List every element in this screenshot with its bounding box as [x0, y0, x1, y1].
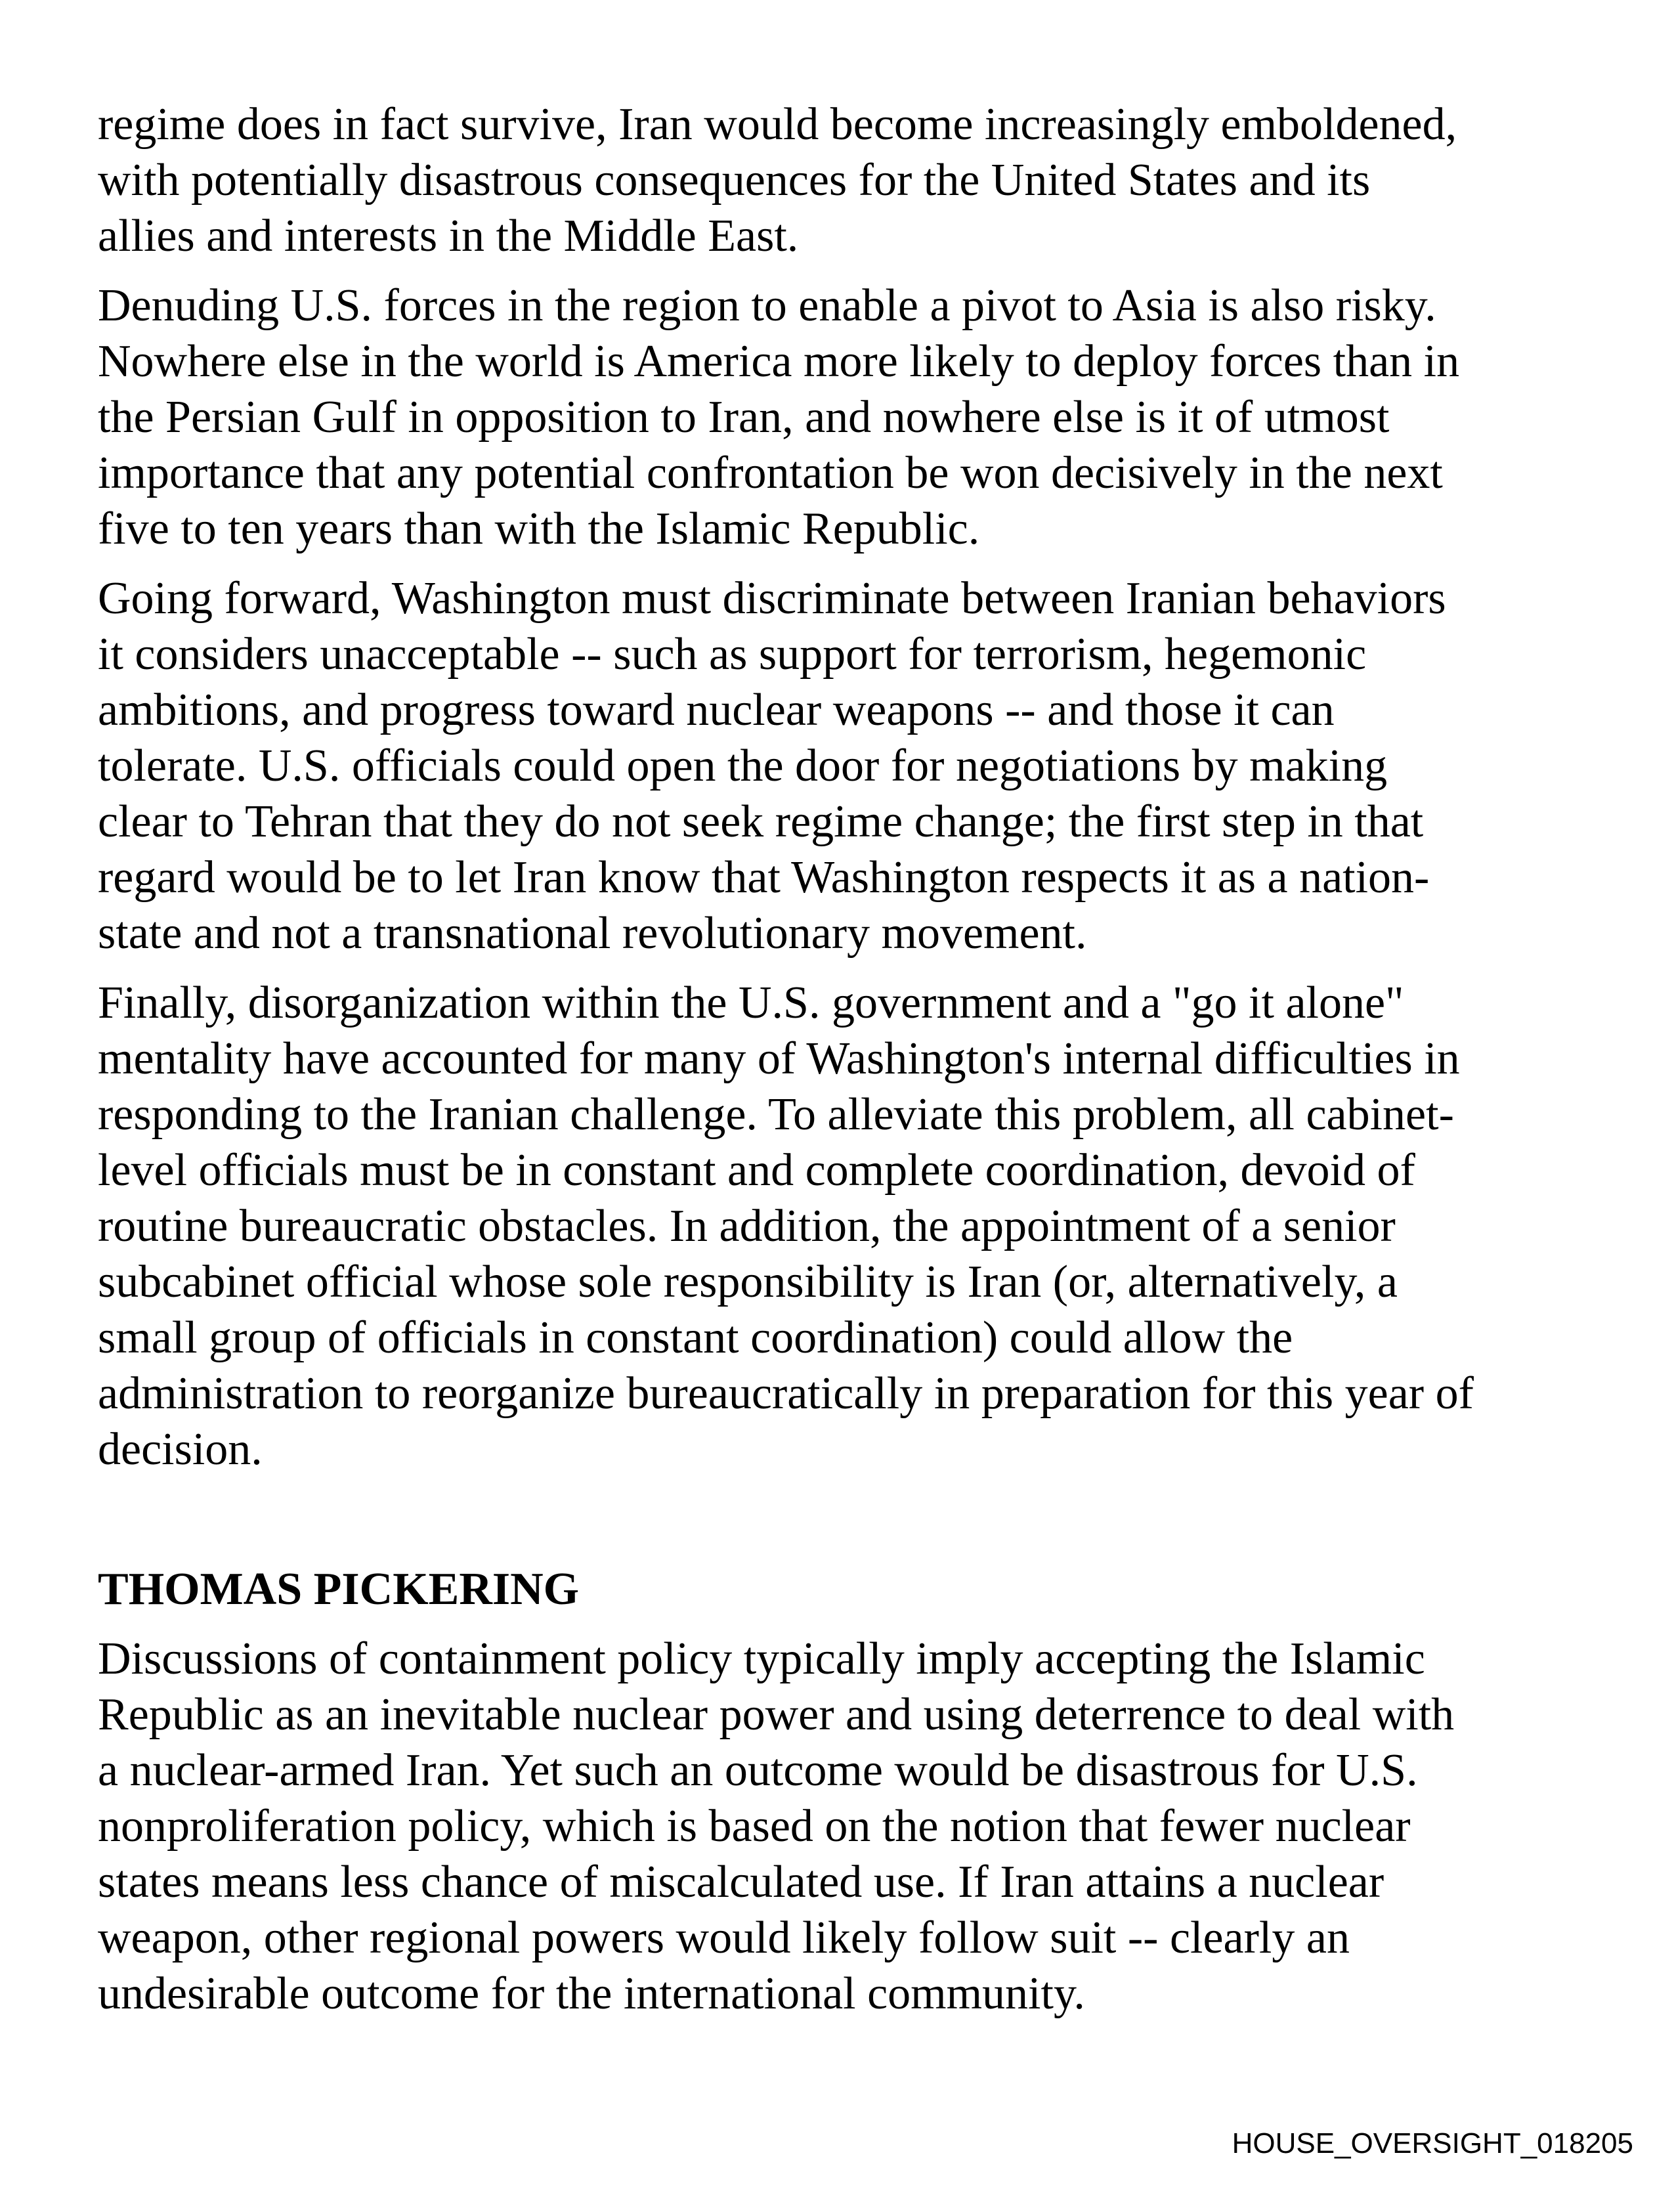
text-line: clear to Tehran that they do not seek regime change; the first step in that: [98, 796, 1424, 847]
text-line: ambitions, and progress toward nuclear weapons -- and those it can: [98, 685, 1335, 735]
text-line: responding to the Iranian challenge. To alleviate this problem, all cabinet-: [98, 1089, 1454, 1140]
section-before: [98, 97, 1608, 1477]
text-line: regard would be to let Iran know that Washington respects it as a nation-: [98, 852, 1430, 903]
text-line: the Persian Gulf in opposition to Iran, and nowhere else is it of utmost: [98, 392, 1390, 443]
text-line: five to ten years than with the Islamic Republic.: [98, 504, 980, 554]
text-line: Republic as an inevitable nuclear power and using deterrence to deal with: [98, 1689, 1455, 1740]
paragraph: [98, 97, 1608, 264]
text-line: weapon, other regional powers would likely follow suit -- clearly an: [98, 1913, 1350, 1963]
text-line: Going forward, Washington must discriminate between Iranian behaviors: [98, 573, 1446, 624]
text-line: allies and interests in the Middle East.: [98, 211, 799, 261]
text-line: undesirable outcome for the international community.: [98, 1968, 1085, 2019]
bates-number: HOUSE_OVERSIGHT_018205: [1232, 2127, 1633, 2159]
text-line: states means less chance of miscalculated use. If Iran attains a nuclear: [98, 1857, 1384, 1907]
text-line: routine bureaucratic obstacles. In addition, the appointment of a senior: [98, 1201, 1396, 1251]
section-after: [98, 1631, 1608, 2022]
text-line: Finally, disorganization within the U.S. government and a "go it alone": [98, 978, 1404, 1028]
paragraph: [98, 1631, 1608, 2022]
text-line: state and not a transnational revolutionary movement.: [98, 908, 1087, 959]
paragraph: [98, 278, 1608, 557]
text-line: regime does in fact survive, Iran would become increasingly emboldened,: [98, 99, 1457, 150]
text-line: with potentially disastrous consequences for the United States and its: [98, 155, 1371, 206]
text-line: administration to reorganize bureaucratically in preparation for this year of: [98, 1368, 1474, 1419]
text-line: a nuclear-armed Iran. Yet such an outcome would be disastrous for U.S.: [98, 1745, 1418, 1796]
text-line: level officials must be in constant and complete coordination, devoid of: [98, 1145, 1415, 1196]
text-line: importance that any potential confrontation be won decisively in the next: [98, 448, 1443, 498]
paragraph: [98, 975, 1608, 1477]
text-line: mentality have accounted for many of Washington's internal difficulties in: [98, 1033, 1460, 1084]
text-line: nonproliferation policy, which is based on the notion that fewer nuclear: [98, 1801, 1411, 1852]
document-body: [98, 97, 1608, 2035]
section-heading: THOMAS PICKERING: [98, 1564, 580, 1615]
text-line: small group of officials in constant coordination) could allow the: [98, 1312, 1293, 1363]
text-line: decision.: [98, 1424, 263, 1475]
text-line: tolerate. U.S. officials could open the door for negotiations by making: [98, 741, 1388, 791]
text-line: Denuding U.S. forces in the region to enable a pivot to Asia is also risky.: [98, 280, 1436, 331]
text-line: it considers unacceptable -- such as support for terrorism, hegemonic: [98, 629, 1367, 680]
paragraph: [98, 571, 1608, 961]
text-line: Nowhere else in the world is America more likely to deploy forces than in: [98, 336, 1460, 387]
text-line: subcabinet official whose sole responsibility is Iran (or, alternatively, a: [98, 1257, 1398, 1307]
text-line: Discussions of containment policy typically imply accepting the Islamic: [98, 1634, 1425, 1684]
